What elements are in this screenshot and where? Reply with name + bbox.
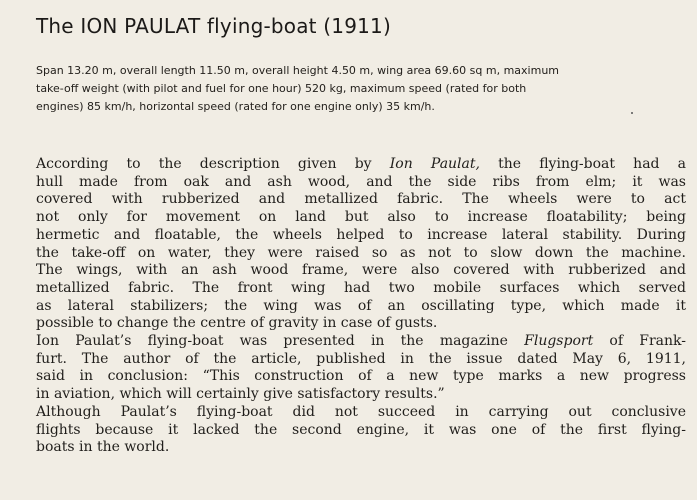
text-line: Although Paulat’s flying-boat did not succeed in carrying out conclusive bbox=[36, 403, 686, 420]
print-speck bbox=[631, 112, 633, 114]
text-line: not only for movement on land but also to increase floatability; being bbox=[36, 209, 686, 226]
text-line: covered with rubberized and metallized fabric. The wheels were to act bbox=[36, 191, 686, 208]
text-line: hermetic and floatable, the wheels helped to increase lateral stability. During bbox=[36, 226, 686, 243]
text-line: as lateral stabilizers; the wing was of an oscillating type, which made it bbox=[36, 297, 686, 314]
text-span: of Frank- bbox=[593, 333, 686, 350]
specifications-paragraph bbox=[36, 62, 676, 116]
text-line: the take-off on water, they were raised so as not to slow down the machine. bbox=[36, 244, 686, 261]
text-line bbox=[36, 156, 686, 174]
spec-line: take-off weight (with pilot and fuel for one hour) 520 kg, maximum speed (rated for both bbox=[36, 82, 527, 95]
description-text bbox=[36, 156, 686, 457]
text-line: hull made from oak and ash wood, and the side ribs from elm; it was bbox=[36, 173, 686, 190]
text-line: in aviation, which will certainly give satisfactory results.” bbox=[36, 386, 445, 403]
text-line: The wings, with an ash wood frame, were also covered with rubberized and bbox=[36, 262, 686, 279]
text-line bbox=[36, 333, 686, 351]
text-line: flights because it lacked the second engine, it was one of the first flying- bbox=[36, 421, 686, 438]
text-line: said in conclusion: “This construction of a new type marks a new progress bbox=[36, 368, 686, 385]
spec-line: engines) 85 km/h, horizontal speed (rated for one engine only) 35 km/h. bbox=[36, 100, 435, 113]
page-title: The ION PAULAT flying-boat (1911) bbox=[36, 14, 391, 38]
magazine-name: Flugsport bbox=[524, 333, 594, 350]
text-span: the flying-boat had a bbox=[479, 156, 687, 172]
person-name: Ion Paulat, bbox=[389, 156, 480, 172]
text-span: Ion Paulat’s flying-boat was presented in the magazine bbox=[36, 333, 525, 350]
text-line: boats in the world. bbox=[36, 439, 170, 456]
text-line: furt. The author of the article, published in the issue dated May 6, 1911, bbox=[36, 350, 686, 367]
text-line: metallized fabric. The front wing had two mobile surfaces which served bbox=[36, 279, 686, 296]
spec-line: Span 13.20 m, overall length 11.50 m, overall height 4.50 m, wing area 69.60 sq m, maximum bbox=[36, 64, 559, 77]
text-line: possible to change the centre of gravity in case of gusts. bbox=[36, 315, 438, 332]
text-span: According to the description given by bbox=[36, 156, 390, 172]
